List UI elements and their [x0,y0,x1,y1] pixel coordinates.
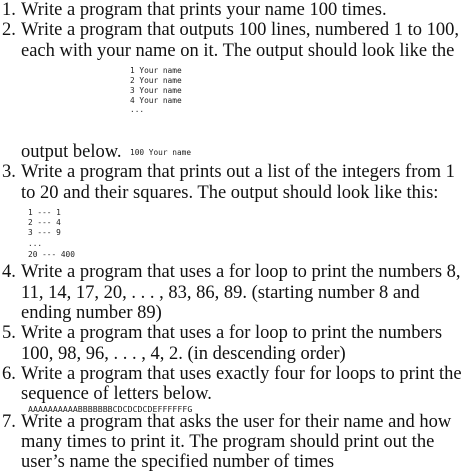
problem-text-line: Write a program that uses a for loop to print the numbers 8, [21,262,461,282]
problem-text-line: sequence of letters below. [21,384,212,404]
problem-text-line: to 20 and their squares. The output should look like this: [21,183,439,203]
sample-output-line: 20 --- 400 [28,250,75,259]
problem-text-line: ending number 89) [21,303,162,323]
sample-output-line: 2 Your name [130,76,182,85]
problem-text-line: output below. [21,142,122,162]
problem-text-line: each with your name on it. The output should look like the [21,41,455,61]
problem-text-line: Write a program that prints out a list of the integers from 1 [21,162,455,182]
problem-text-line: Write a program that prints your name 100 times. [21,0,387,20]
problem-number: 2. [2,20,16,40]
sample-output-line: 2 --- 4 [28,218,61,227]
problem-text-line: user’s name the specified number of times [21,452,335,472]
sample-output-line: ... [130,105,145,114]
problem-number: 1. [2,0,16,20]
problem-number: 4. [2,262,16,282]
problem-number: 5. [2,323,16,343]
problem-text-line: Write a program that uses exactly four for loops to print the [21,364,462,384]
sample-output-line: 4 Your name [130,96,182,105]
sample-output-line: ... [28,239,43,248]
problem-text-line: 100, 98, 96, . . . , 4, 2. (in descending order) [21,344,346,364]
problem-number: 6. [2,364,16,384]
sample-output-line: AAAAAAAAAABBBBBBBCDCDCDCDEFFFFFFG [28,404,193,414]
sample-output-line: 1 Your name [130,66,182,75]
sample-output-line: 1 --- 1 [28,208,61,217]
problem-number: 7. [2,412,16,432]
problem-text-line: 11, 14, 17, 20, . . . , 83, 86, 89. (starting number 8 and [21,283,420,303]
problem-text-line: Write a program that uses a for loop to print the numbers [21,323,443,343]
problem-text-line: Write a program that outputs 100 lines, numbered 1 to 100, [21,20,460,40]
problem-text-line: many times to print it. The program should print out the [21,432,435,452]
sample-output-line: 3 --- 9 [28,228,61,237]
sample-output-line: 100 Your name [130,148,192,157]
sample-output-line: 3 Your name [130,86,182,95]
problem-number: 3. [2,162,16,182]
problem-text-line: Write a program that asks the user for their name and how [21,412,452,432]
